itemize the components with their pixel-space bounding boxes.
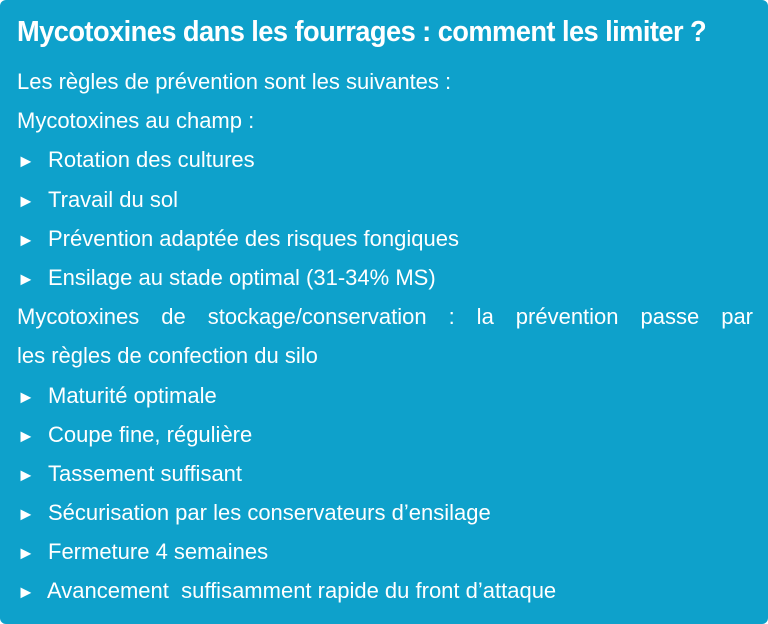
storage-heading-line-2: les règles de confection du silo (17, 343, 318, 369)
list-item-label: Ensilage au stade optimal (31-34% MS) (48, 264, 436, 290)
list-item (17, 454, 753, 493)
list-item-label: Travail du sol (48, 186, 179, 212)
panel-body (17, 62, 753, 611)
intro-text: Les règles de prévention sont les suivantes : (17, 69, 452, 94)
list-item-label: Coupe fine, régulière (48, 421, 253, 447)
list-item-label: Avancement suffisamment rapide du front d’attaque (47, 578, 557, 604)
bullet-arrow-icon: ► (17, 464, 35, 485)
list-item (17, 493, 753, 532)
list-item-label: Rotation des cultures (48, 147, 255, 173)
list-item-label: Maturité optimale (48, 382, 217, 408)
list-item (17, 258, 753, 297)
list-item-label: Sécurisation par les conservateurs d’ensilage (48, 500, 491, 526)
bullet-arrow-icon: ► (17, 386, 35, 407)
list-item (17, 219, 753, 258)
bullet-arrow-icon: ► (17, 151, 35, 172)
list-item (17, 415, 753, 454)
list-item-label: Tassement suffisant (48, 460, 243, 486)
bullet-arrow-icon: ► (17, 582, 35, 603)
bullet-arrow-icon: ► (17, 425, 35, 446)
bullet-arrow-icon: ► (17, 504, 35, 525)
list-item-label: Fermeture 4 semaines (48, 539, 269, 565)
list-item-label: Prévention adaptée des risques fongiques (48, 225, 459, 251)
bullet-arrow-icon: ► (17, 543, 35, 564)
bullet-arrow-icon: ► (17, 268, 35, 289)
list-item (17, 571, 753, 610)
bullet-arrow-icon: ► (17, 190, 35, 211)
panel-title: Mycotoxines dans les fourrages : comment les limiter ? (17, 16, 707, 48)
list-item (17, 532, 753, 571)
list-item (17, 140, 753, 179)
list-item (17, 376, 753, 415)
field-heading: Mycotoxines au champ : (17, 108, 255, 134)
list-item (17, 180, 753, 219)
storage-heading-line-1: Mycotoxines de stockage/conservation : la prévention passe par (17, 304, 753, 330)
bullet-arrow-icon: ► (17, 229, 35, 250)
